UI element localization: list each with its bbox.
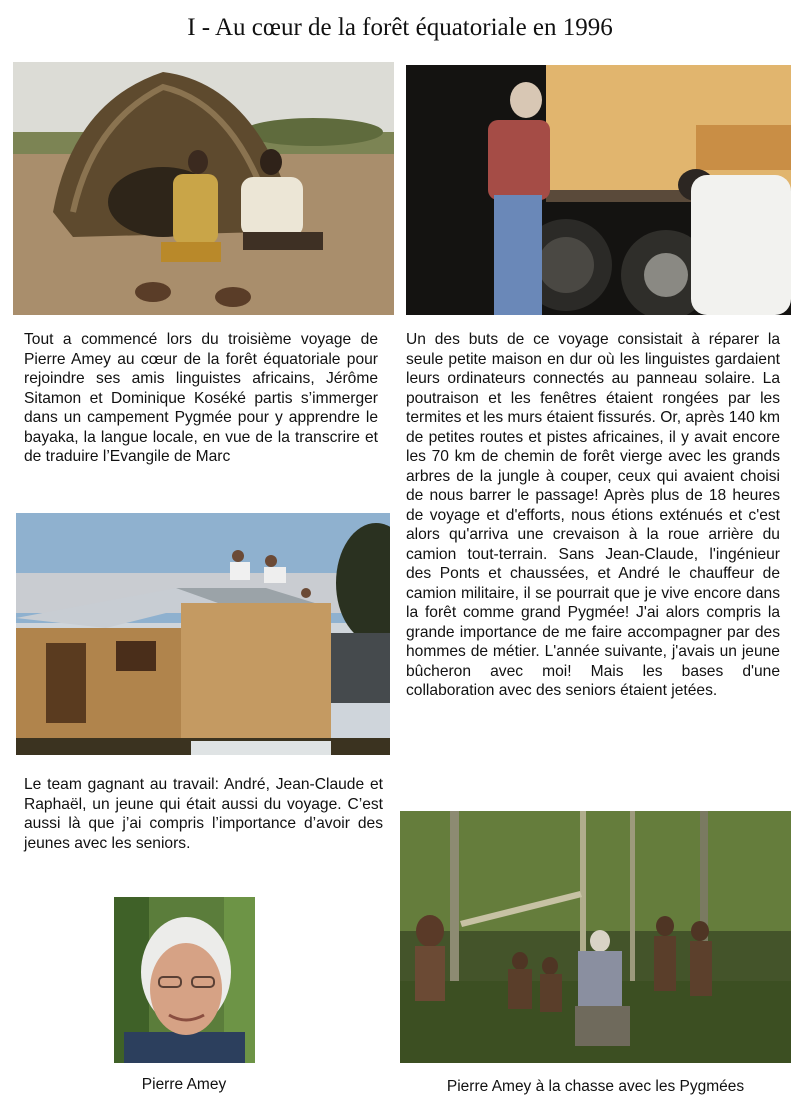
story-paragraph: Un des buts de ce voyage consistait à réparer la seule petite maison en dur où les linguistes gardaient leurs ordinateurs connectés au panneau solaire. La poutraison et les fenêtres étaient rongées par les termites et les murs étaient fissurés. Or, après 140 km de petites routes et pistes africaines, il y avait encore les 70 km de chemin de forêt vierge avec les grands arbres de la jungle à couper, ceux qui avaient choisi de nous barrer le passage! Après plus de 18 heures de voyage et d'efforts, nous étions exténués et c'est alors qu'arriva une crevaison à la roue arrière du camion tout-terrain. Sans Jean-Claude, l'ingénieur des Ponts et chaussées, et André le chauffeur de camion militaire, il se pourrait que je vive encore dans la forêt comme grand Pygmée! J'ai alors compris la grande importance de me faire accompagner par des hommes de métier. L'année suivante, j'avais un jeune bûcheron avec moi! Mais les bases d'une collaboration avec des seniors étaient jetées. [406,331,780,699]
photo-portrait [114,897,255,1063]
photo-hut-family [13,62,394,315]
intro-paragraph: Tout a commencé lors du troisième voyage de Pierre Amey au cœur de la forêt équatoriale pour rejoindre ses amis linguistes africains, Jérôme Sitamon et Dominique Koséké partis s’immerger dans un campement Pygmée pour y apprendre le bayaka, la langue locale, en vue de la transcrire et de traduire l’Evangile de Marc [24,331,378,465]
team-paragraph: Le team gagnant au travail: André, Jean-Claude et Raphaël, un jeune qui était aussi du voyage. C’est aussi là que j’ai compris l’importance d’avoir des jeunes avec les seniors. [24,776,383,852]
photo-house-repair [16,513,390,755]
photo-truck-repair [406,65,791,315]
photo-forest-hunt [400,811,791,1063]
page-title: I - Au cœur de la forêt équatoriale en 1996 [187,14,613,41]
portrait-caption: Pierre Amey [141,1076,227,1093]
forest-caption: Pierre Amey à la chasse avec les Pygmées [446,1078,745,1095]
